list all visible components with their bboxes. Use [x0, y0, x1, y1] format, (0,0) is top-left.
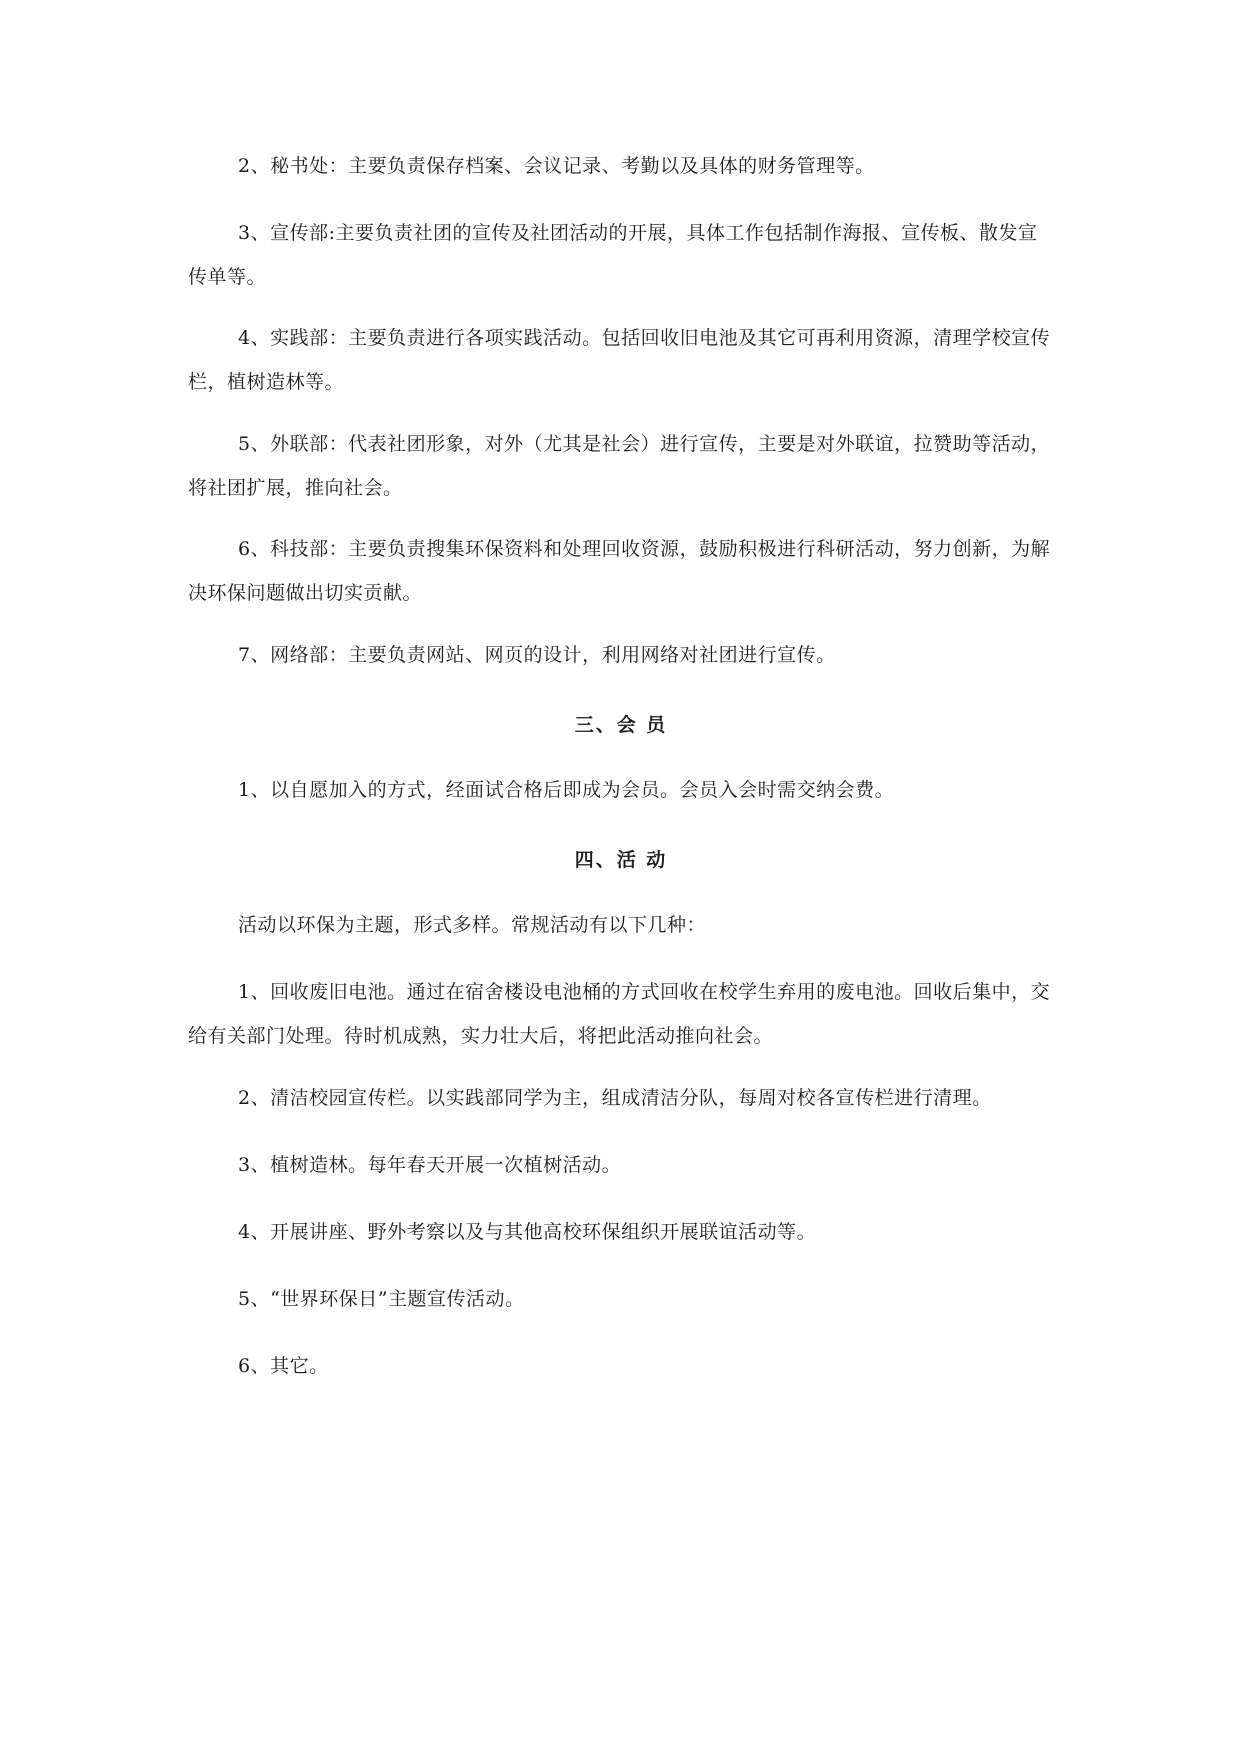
paragraph-bulletin-cleaning: 2、清洁校园宣传栏。以实践部同学为主，组成清洁分队，每周对校各宣传栏进行清理。 — [238, 1087, 992, 1109]
paragraph-practice-dept: 4、实践部：主要负责进行各项实践活动。包括回收旧电池及其它可再利用资源，清理学校宣传栏，植树造林等。 — [188, 327, 1051, 393]
paragraph-liaison-dept: 5、外联部：代表社团形象，对外（尤其是社会）进行宣传，主要是对外联谊，拉赞助等活动，将社团扩展，推向社会。 — [188, 433, 1051, 499]
paragraph-others: 6、其它。 — [238, 1355, 329, 1377]
section-heading-activities: 四、活 动 — [574, 849, 668, 871]
paragraph-technology-dept: 6、科技部：主要负责搜集环保资料和处理回收资源，鼓励积极进行科研活动，努力创新，为解决环保问题做出切实贡献。 — [188, 538, 1051, 604]
paragraph-membership: 1、以自愿加入的方式，经面试合格后即成为会员。会员入会时需交纳会费。 — [238, 779, 895, 801]
paragraph-publicity-dept: 3、宣传部:主要负责社团的宣传及社团活动的开展，具体工作包括制作海报、宣传板、散发宣传单等。 — [188, 222, 1038, 288]
paragraph-activities-intro: 活动以环保为主题，形式多样。常规活动有以下几种： — [238, 914, 707, 936]
paragraph-environment-day: 5、“世界环保日”主题宣传活动。 — [238, 1288, 525, 1310]
section-heading-members: 三、会 员 — [574, 714, 668, 736]
paragraph-network-dept: 7、网络部：主要负责网站、网页的设计，利用网络对社团进行宣传。 — [238, 644, 836, 666]
paragraph-battery-recycling: 1、回收废旧电池。通过在宿舍楼设电池桶的方式回收在校学生弃用的废电池。回收后集中，交给有关部门处理。待时机成熟，实力壮大后，将把此活动推向社会。 — [188, 981, 1051, 1047]
paragraph-lectures: 4、开展讲座、野外考察以及与其他高校环保组织开展联谊活动等。 — [238, 1221, 817, 1243]
paragraph-secretariat: 2、秘书处：主要负责保存档案、会议记录、考勤以及具体的财务管理等。 — [238, 155, 875, 177]
paragraph-tree-planting: 3、植树造林。每年春天开展一次植树活动。 — [238, 1154, 622, 1176]
